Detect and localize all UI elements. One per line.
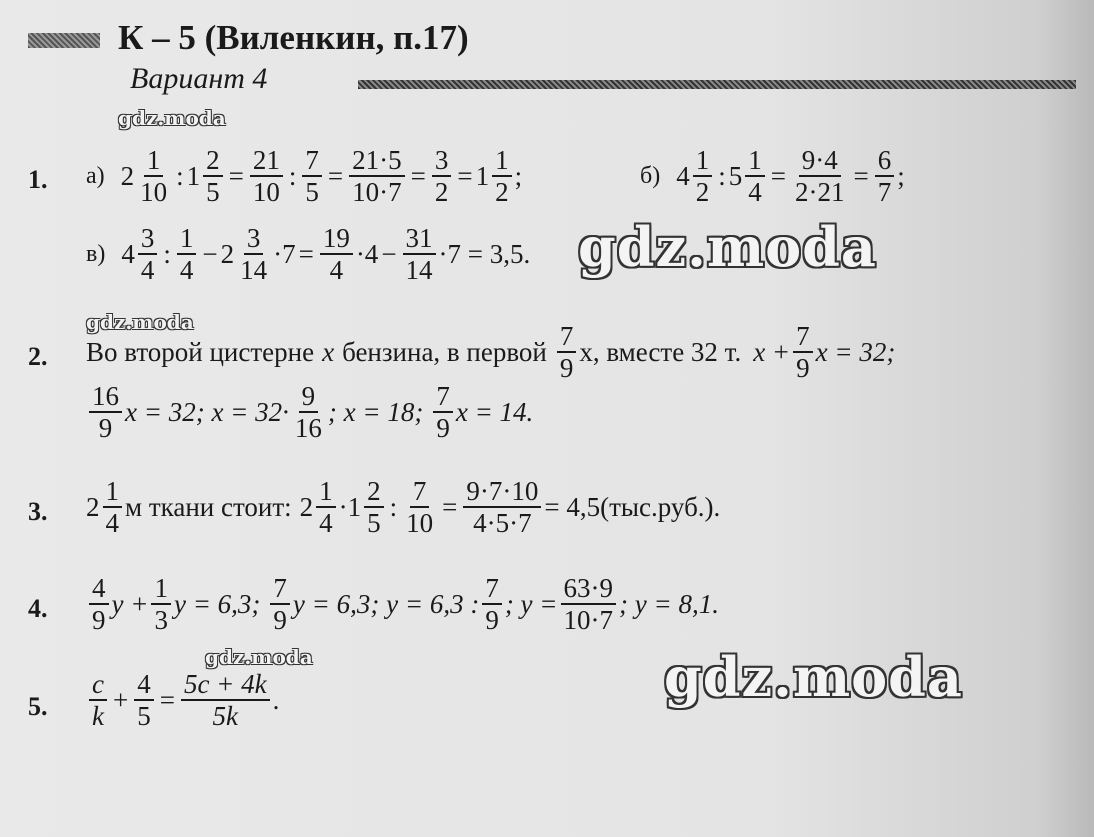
fraction: $\frac{2}{5}$ (364, 477, 384, 538)
fraction: $\frac{7}{9}$ (793, 322, 813, 383)
variant-label: Вариант 4 (130, 62, 268, 95)
fraction: $\frac{31}{14}$ (403, 224, 436, 285)
fraction: $\frac{1}{4}$ (103, 477, 123, 538)
fraction: $\frac{19}{4}$ (320, 224, 353, 285)
fraction: $\frac{7}{9}$ (433, 382, 453, 443)
task-1-number: 1. (28, 165, 48, 194)
watermark-large-2: gdz.moda (664, 645, 963, 709)
fraction: $\frac{9}{16}$ (294, 381, 322, 444)
task-4-number: 4. (28, 594, 48, 623)
mixed-number: 1 $\frac{2}{5}$ (187, 146, 226, 207)
task-2-line-1: Во второй цистерне x бензина, в первой $\frac{7}{9}$ x, вместе 32 т. x + $\frac{7}{9}$ x = 32; (86, 321, 896, 384)
task-1a-label: а) (86, 162, 105, 189)
fraction: $\frac{9\cdot 4}{2\cdot 21}$ (794, 145, 845, 208)
watermark-small-3: gdz.moda (205, 645, 313, 669)
task-3-number: 3. (28, 497, 48, 526)
mixed-number: 4 $\frac{1}{2}$ (676, 146, 715, 207)
fraction: $\frac{4}{9}$ (89, 574, 109, 635)
fraction: $\frac{9\cdot 7\cdot 10}{4\cdot 5\cdot 7}$ (463, 477, 541, 538)
mixed-number: 2 $\frac{1}{4}$ (86, 477, 125, 538)
fraction: $\frac{5c + 4k}{5k}$ (181, 670, 270, 731)
fraction: $\frac{1}{2}$ (693, 146, 713, 207)
task-5-number: 5. (28, 692, 48, 721)
task-4-line: $\frac{4}{9}$ y + $\frac{1}{3}$ y = 6,3; $\frac{7}{9}$ y = 6,3; y = 6,3 : $\frac{7}{9}$ ; y = $\frac{63\cdot 9}{10\cdot 7}$ ; y = 8,1. (86, 574, 719, 635)
fraction: $\frac{1}{2}$ (492, 146, 512, 207)
mixed-number: 1 $\frac{2}{5}$ (348, 477, 387, 538)
fraction: $\frac{7}{9}$ (270, 574, 290, 635)
variant-decorative-bar (358, 80, 1076, 89)
fraction: $\frac{3}{14}$ (240, 223, 268, 286)
fraction: $\frac{7}{9}$ (557, 322, 577, 383)
task-1v-label: в) (86, 240, 106, 267)
task-2-line-2: $\frac{16}{9}$ x = 32; x = 32· $\frac{9}{16}$ ; x = 18; $\frac{7}{9}$ x = 14. (86, 382, 533, 443)
task-1v-line: в) 4 $\frac{3}{4}$ : $\frac{1}{4}$ − 2 $\frac{3}{14}$ ·7 = $\frac{19}{4}$ ·4 − $\frac{31}{14}$ ·7 = 3,5. (86, 223, 531, 286)
fraction: $\frac{1}{4}$ (745, 146, 765, 207)
task-1b-label: б) (640, 162, 661, 189)
fraction: $\frac{4}{5}$ (134, 670, 154, 731)
task-2-number: 2. (28, 342, 48, 371)
fraction: $\frac{c}{k}$ (89, 670, 107, 731)
fraction: $\frac{21}{10}$ (250, 146, 283, 207)
task-5-line: $\frac{c}{k}$ + $\frac{4}{5}$ = $\frac{5c + 4k}{5k}$ . (86, 670, 279, 731)
fraction: $\frac{3}{4}$ (138, 224, 158, 285)
fraction: $\frac{16}{9}$ (89, 382, 122, 443)
fraction: $\frac{1}{4}$ (316, 477, 336, 538)
fraction: $\frac{1}{3}$ (151, 574, 171, 635)
fraction: $\frac{2}{5}$ (203, 146, 223, 207)
mixed-number: 5 $\frac{1}{4}$ (729, 146, 768, 207)
watermark-large-1: gdz.moda (578, 215, 877, 279)
mixed-number: 2 $\frac{3}{14}$ (221, 224, 274, 285)
mixed-number: 4 $\frac{3}{4}$ (121, 224, 160, 285)
task-3-line: 2 $\frac{1}{4}$ м ткани стоит: 2 $\frac{1}{4}$ · 1 $\frac{2}{5}$ : $\frac{7}{10}$ = $\frac{9\cdot 7\cdot 10}{4\cdot 5\cdot 7}$ = 4,5(тыс.руб.). (86, 476, 721, 539)
fraction: $\frac{63\cdot 9}{10\cdot 7}$ (561, 574, 617, 635)
fraction: $\frac{7}{5}$ (302, 146, 322, 207)
header-decorative-bar (28, 33, 100, 48)
fraction: $\frac{7}{9}$ (482, 574, 502, 635)
task-1b-line: б) 4 $\frac{1}{2}$ : 5 $\frac{1}{4}$ = $\frac{9\cdot 4}{2\cdot 21}$ = $\frac{6}{7}$ ; (640, 145, 905, 208)
fraction: $\frac{1}{4}$ (177, 224, 197, 285)
watermark-small-2: gdz.moda (86, 310, 194, 334)
fraction: $\frac{6}{7}$ (875, 146, 895, 207)
task-1a-line: а) 2 $\frac{1}{10}$ : 1 $\frac{2}{5}$ = $\frac{21}{10}$ : $\frac{7}{5}$ = $\frac{21\cdot 5}{10\cdot 7}$ = $\frac{3}{2}$ = 1 $\frac{1}{2}$ ; (86, 145, 523, 208)
watermark-small-1: gdz.moda (118, 106, 226, 130)
page-title: К – 5 (Виленкин, п.17) (118, 18, 469, 57)
fraction: $\frac{3}{2}$ (432, 146, 452, 207)
mixed-number: 2 $\frac{1}{4}$ (300, 477, 339, 538)
fraction: $\frac{21\cdot 5}{10\cdot 7}$ (349, 146, 405, 207)
mixed-number: 1 $\frac{1}{2}$ (476, 146, 515, 207)
fraction: $\frac{1}{10}$ (140, 145, 168, 208)
mixed-number: 2 $\frac{1}{10}$ (121, 146, 174, 207)
fraction: $\frac{7}{10}$ (406, 476, 434, 539)
